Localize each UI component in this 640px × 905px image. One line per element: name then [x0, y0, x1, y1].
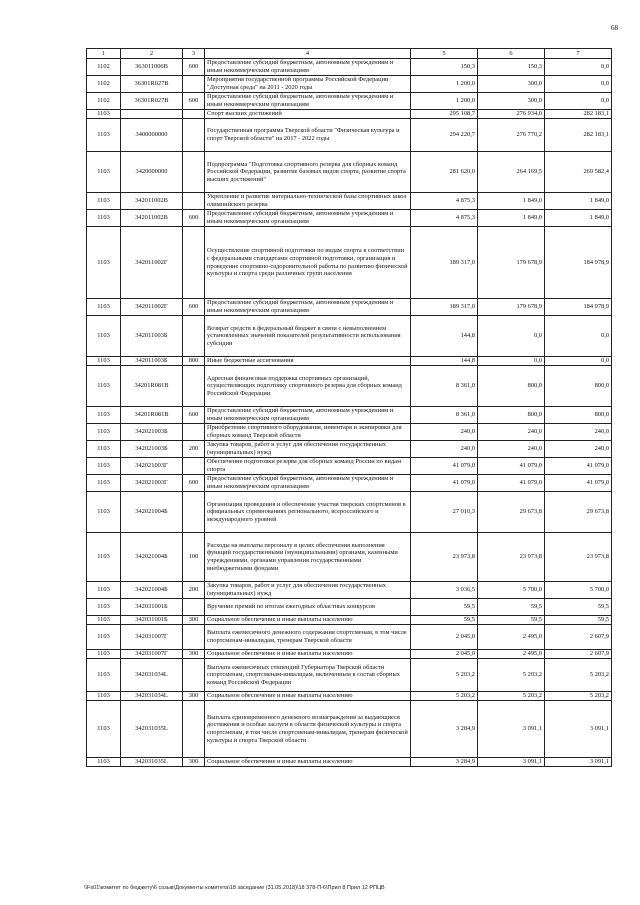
section-cell: 1103 — [87, 424, 121, 441]
amount-year3-cell: 29 673,8 — [545, 492, 612, 533]
section-cell: 1103 — [87, 599, 121, 616]
target-code-cell: 342011002Г — [121, 227, 183, 299]
amount-year2-cell: 179 678,9 — [478, 227, 545, 299]
target-code-cell: 342021004Б — [121, 582, 183, 599]
description-cell: Предоставление субсидий бюджетным, автономным учреждениям и иным некоммерческим организациям — [205, 210, 411, 227]
target-code-cell: 342011002Г — [121, 299, 183, 316]
expense-type-cell — [183, 625, 205, 650]
amount-year1-cell: 59,5 — [411, 616, 478, 625]
amount-year2-cell: 1 849,0 — [478, 210, 545, 227]
amount-year3-cell: 3 091,1 — [545, 758, 612, 767]
target-code-cell: 363011006B — [121, 59, 183, 76]
amount-year3-cell: 59,5 — [545, 599, 612, 616]
section-cell: 1103 — [87, 701, 121, 758]
expense-type-cell — [183, 424, 205, 441]
section-cell: 1103 — [87, 616, 121, 625]
amount-year1-cell: 150,3 — [411, 59, 478, 76]
amount-year2-cell: 0,0 — [478, 357, 545, 366]
amount-year2-cell: 150,3 — [478, 59, 545, 76]
expense-type-cell — [183, 316, 205, 357]
expense-type-cell: 300 — [183, 650, 205, 659]
table-row — [87, 119, 612, 152]
target-code-cell: 34201R081B — [121, 407, 183, 424]
table-row — [87, 357, 612, 366]
section-cell: 1103 — [87, 357, 121, 366]
target-code-cell: 3400000000 — [121, 119, 183, 152]
expense-type-cell: 600 — [183, 210, 205, 227]
column-header: 4 — [205, 49, 411, 59]
target-code-cell: 342011003Б — [121, 316, 183, 357]
amount-year2-cell: 23 973,8 — [478, 533, 545, 582]
section-cell: 1103 — [87, 758, 121, 767]
target-code-cell: 342021003Б — [121, 441, 183, 458]
expense-type-cell — [183, 110, 205, 119]
target-code-cell: 342031035L — [121, 701, 183, 758]
amount-year1-cell: 8 361,0 — [411, 366, 478, 407]
amount-year1-cell: 2 045,0 — [411, 625, 478, 650]
expense-type-cell — [183, 152, 205, 193]
target-code-cell: 36301R027B — [121, 93, 183, 110]
amount-year3-cell: 2 607,9 — [545, 625, 612, 650]
amount-year3-cell: 5 203,2 — [545, 659, 612, 692]
target-code-cell: 342021003Б — [121, 424, 183, 441]
table-row — [87, 59, 612, 76]
section-cell: 1103 — [87, 692, 121, 701]
expense-type-cell — [183, 701, 205, 758]
amount-year1-cell: 1 200,0 — [411, 76, 478, 93]
amount-year2-cell: 800,0 — [478, 366, 545, 407]
target-code-cell: 342011002B — [121, 193, 183, 210]
amount-year2-cell: 2 495,0 — [478, 625, 545, 650]
amount-year2-cell: 240,0 — [478, 424, 545, 441]
table-row — [87, 299, 612, 316]
amount-year3-cell: 282 183,1 — [545, 119, 612, 152]
table-row — [87, 616, 612, 625]
column-header: 5 — [411, 49, 478, 59]
table-row — [87, 475, 612, 492]
description-cell: Закупка товаров, работ и услуг для обеспечения государственных (муниципальных) нужд — [205, 441, 411, 458]
description-cell: Выплата единовременного денежного вознаграждения за выдающиеся достижения и особые заслуги в области физической культуры и спорта спортсменам, в том числе спортсменам-инвалидам, тренерам физической культуры и спорта Тверской области — [205, 701, 411, 758]
table-row — [87, 407, 612, 424]
amount-year2-cell: 5 203,2 — [478, 659, 545, 692]
amount-year3-cell: 0,0 — [545, 357, 612, 366]
budget-table — [86, 48, 612, 767]
section-cell: 1103 — [87, 152, 121, 193]
description-cell: Спорт высших достижений — [205, 110, 411, 119]
expense-type-cell: 300 — [183, 616, 205, 625]
expense-type-cell — [183, 492, 205, 533]
description-cell: Выплата ежемесячного денежного содержания спортсменам, в том числе спортсменам-инвалидам, тренерам Тверской области — [205, 625, 411, 650]
description-cell: Подпрограмма "Подготовка спортивного резерва для сборных команд Российской Федерации, развитие базовых видов спорта, развитие спорта высших достижений" — [205, 152, 411, 193]
column-header: 6 — [478, 49, 545, 59]
expense-type-cell — [183, 193, 205, 210]
section-cell: 1103 — [87, 659, 121, 692]
section-cell: 1103 — [87, 193, 121, 210]
amount-year2-cell: 41 079,0 — [478, 458, 545, 475]
expense-type-cell — [183, 659, 205, 692]
section-cell: 1103 — [87, 299, 121, 316]
amount-year1-cell: 23 973,8 — [411, 533, 478, 582]
target-code-cell: 342011002B — [121, 210, 183, 227]
table-row — [87, 701, 612, 758]
description-cell: Выплата ежемесячных стипендий Губернатора Тверской области спортсменам, спортсменам-инвалидам, включенным в состав сборных команд Российской Федерации — [205, 659, 411, 692]
section-cell: 1103 — [87, 316, 121, 357]
amount-year1-cell: 294 220,7 — [411, 119, 478, 152]
target-code-cell: 342031007Г — [121, 650, 183, 659]
description-cell: Мероприятия государственной программы Российской Федерации "Доступная среда" на 2011 - 2020 годы — [205, 76, 411, 93]
description-cell: Социальное обеспечение и иные выплаты населению — [205, 616, 411, 625]
section-cell: 1103 — [87, 110, 121, 119]
amount-year1-cell: 281 620,0 — [411, 152, 478, 193]
amount-year1-cell: 240,0 — [411, 424, 478, 441]
amount-year2-cell: 300,0 — [478, 76, 545, 93]
column-header: 2 — [121, 49, 183, 59]
target-code-cell: 34201R081B — [121, 366, 183, 407]
amount-year3-cell: 1 849,0 — [545, 193, 612, 210]
table-row — [87, 93, 612, 110]
expense-type-cell: 300 — [183, 692, 205, 701]
table-row — [87, 76, 612, 93]
section-cell: 1103 — [87, 210, 121, 227]
amount-year1-cell: 144,8 — [411, 357, 478, 366]
amount-year3-cell: 184 978,9 — [545, 227, 612, 299]
amount-year1-cell: 295 108,7 — [411, 110, 478, 119]
amount-year1-cell: 189 317,0 — [411, 227, 478, 299]
target-code-cell: 342031034L — [121, 692, 183, 701]
expense-type-cell: 600 — [183, 407, 205, 424]
amount-year2-cell: 264 169,5 — [478, 152, 545, 193]
column-header: 3 — [183, 49, 205, 59]
amount-year1-cell: 4 875,3 — [411, 193, 478, 210]
amount-year3-cell: 59,5 — [545, 616, 612, 625]
table-row — [87, 441, 612, 458]
amount-year3-cell: 184 978,9 — [545, 299, 612, 316]
expense-type-cell: 200 — [183, 582, 205, 599]
target-code-cell: 342031001Б — [121, 616, 183, 625]
amount-year2-cell: 0,0 — [478, 316, 545, 357]
target-code-cell: 342011003Б — [121, 357, 183, 366]
amount-year2-cell: 3 091,1 — [478, 758, 545, 767]
expense-type-cell: 600 — [183, 299, 205, 316]
section-cell: 1103 — [87, 366, 121, 407]
target-code-cell: 342031035L — [121, 758, 183, 767]
amount-year2-cell: 29 673,8 — [478, 492, 545, 533]
amount-year1-cell: 27 010,3 — [411, 492, 478, 533]
table-row — [87, 193, 612, 210]
amount-year3-cell: 0,0 — [545, 59, 612, 76]
target-code-cell: 3420000000 — [121, 152, 183, 193]
expense-type-cell — [183, 599, 205, 616]
amount-year3-cell: 5 700,0 — [545, 582, 612, 599]
amount-year3-cell: 2 607,9 — [545, 650, 612, 659]
expense-type-cell — [183, 227, 205, 299]
section-cell: 1103 — [87, 407, 121, 424]
table-header-row — [87, 49, 612, 59]
section-cell: 1103 — [87, 119, 121, 152]
amount-year3-cell: 23 973,8 — [545, 533, 612, 582]
file-path-footer: \\Fs01\комитет по бюджету\6 созыв\Документы комитета\18 заседание (31.05.2018)\18 378-П-6\Прил 8 Прил 12 РПЦВ — [84, 885, 385, 891]
amount-year1-cell: 3 036,5 — [411, 582, 478, 599]
table-row — [87, 492, 612, 533]
expense-type-cell — [183, 366, 205, 407]
amount-year1-cell: 240,0 — [411, 441, 478, 458]
description-cell: Предоставление субсидий бюджетным, автономным учреждениям и иным некоммерческим организациям — [205, 93, 411, 110]
amount-year1-cell: 41 079,0 — [411, 475, 478, 492]
amount-year1-cell: 144,8 — [411, 316, 478, 357]
table-row — [87, 599, 612, 616]
section-cell: 1103 — [87, 625, 121, 650]
table-row — [87, 458, 612, 475]
description-cell: Предоставление субсидий бюджетным, автономным учреждениям и иным некоммерческим организациям — [205, 299, 411, 316]
column-header: 1 — [87, 49, 121, 59]
amount-year2-cell: 800,0 — [478, 407, 545, 424]
amount-year1-cell: 3 284,9 — [411, 758, 478, 767]
section-cell: 1102 — [87, 76, 121, 93]
description-cell: Иные бюджетные ассигнования — [205, 357, 411, 366]
amount-year2-cell: 3 091,1 — [478, 701, 545, 758]
amount-year3-cell: 0,0 — [545, 93, 612, 110]
section-cell: 1102 — [87, 59, 121, 76]
expense-type-cell — [183, 119, 205, 152]
target-code-cell: 342021003Г — [121, 475, 183, 492]
amount-year3-cell: 0,0 — [545, 316, 612, 357]
amount-year1-cell: 3 284,9 — [411, 701, 478, 758]
amount-year1-cell: 59,5 — [411, 599, 478, 616]
table-row — [87, 692, 612, 701]
target-code-cell: 342021004Б — [121, 533, 183, 582]
description-cell: Предоставление субсидий бюджетным, автономным учреждениям и иным некоммерческим организациям — [205, 475, 411, 492]
column-header: 7 — [545, 49, 612, 59]
section-cell: 1103 — [87, 227, 121, 299]
section-cell: 1103 — [87, 458, 121, 475]
description-cell: Осуществление спортивной подготовки по видам спорта в соответствии с федеральными стандартами спортивной подготовки, организация и проведение спортивно-оздоровительной работы по развитию физической культуры и спорта среди различных групп населения — [205, 227, 411, 299]
table-row — [87, 366, 612, 407]
amount-year3-cell: 0,0 — [545, 76, 612, 93]
description-cell: Социальное обеспечение и иные выплаты населению — [205, 650, 411, 659]
amount-year3-cell: 282 183,1 — [545, 110, 612, 119]
amount-year2-cell: 5 203,2 — [478, 692, 545, 701]
table-row — [87, 582, 612, 599]
amount-year3-cell: 5 203,2 — [545, 692, 612, 701]
amount-year3-cell: 269 582,4 — [545, 152, 612, 193]
amount-year1-cell: 8 361,0 — [411, 407, 478, 424]
amount-year2-cell: 59,5 — [478, 616, 545, 625]
amount-year2-cell: 41 079,0 — [478, 475, 545, 492]
table-row — [87, 659, 612, 692]
description-cell: Организация проведения и обеспечение участия тверских спортсменов в официальных соревнованиях регионального, всероссийского и международного уровней — [205, 492, 411, 533]
target-code-cell: 342031007Г — [121, 625, 183, 650]
amount-year2-cell: 59,5 — [478, 599, 545, 616]
description-cell: Предоставление субсидий бюджетным, автономным учреждениям и иным некоммерческим организациям — [205, 59, 411, 76]
section-cell: 1103 — [87, 582, 121, 599]
amount-year3-cell: 3 091,1 — [545, 701, 612, 758]
target-code-cell: 342021004Б — [121, 492, 183, 533]
expense-type-cell: 200 — [183, 441, 205, 458]
expense-type-cell — [183, 458, 205, 475]
amount-year3-cell: 800,0 — [545, 407, 612, 424]
amount-year3-cell: 240,0 — [545, 424, 612, 441]
expense-type-cell: 600 — [183, 93, 205, 110]
expense-type-cell: 100 — [183, 533, 205, 582]
table-row — [87, 424, 612, 441]
amount-year1-cell: 189 317,0 — [411, 299, 478, 316]
expense-type-cell: 300 — [183, 758, 205, 767]
amount-year2-cell: 276 770,2 — [478, 119, 545, 152]
amount-year2-cell: 240,0 — [478, 441, 545, 458]
description-cell: Приобретение спортивного оборудования, инвентаря и экипировки для сборных команд Тверской области — [205, 424, 411, 441]
table-row — [87, 110, 612, 119]
table-row — [87, 210, 612, 227]
table-row — [87, 152, 612, 193]
amount-year1-cell: 5 203,2 — [411, 692, 478, 701]
description-cell: Расходы на выплаты персоналу в целях обеспечения выполнения функций государственными (муниципальными) органами, казенными учреждениями, органами управления государственными внебюджетными фондами — [205, 533, 411, 582]
description-cell: Социальное обеспечение и иные выплаты населению — [205, 692, 411, 701]
description-cell: Укрепление и развитие материально-технической базы спортивных школ олимпийского резерва — [205, 193, 411, 210]
description-cell: Предоставление субсидий бюджетным, автономным учреждениям и иным некоммерческим организациям — [205, 407, 411, 424]
section-cell: 1103 — [87, 441, 121, 458]
page-number: 68 — [611, 24, 618, 32]
amount-year2-cell: 1 849,0 — [478, 193, 545, 210]
target-code-cell: 36301R027B — [121, 76, 183, 93]
expense-type-cell: 800 — [183, 357, 205, 366]
description-cell: Государственная программа Тверской области "Физическая культура и спорт Тверской области" на 2017 - 2022 годы — [205, 119, 411, 152]
target-code-cell: 342031001Б — [121, 599, 183, 616]
expense-type-cell — [183, 76, 205, 93]
description-cell: Вручение премий по итогам ежегодных областных конкурсов — [205, 599, 411, 616]
amount-year1-cell: 4 875,3 — [411, 210, 478, 227]
amount-year3-cell: 1 849,0 — [545, 210, 612, 227]
amount-year1-cell: 1 200,0 — [411, 93, 478, 110]
table-row — [87, 533, 612, 582]
section-cell: 1103 — [87, 533, 121, 582]
amount-year2-cell: 2 495,0 — [478, 650, 545, 659]
amount-year1-cell: 41 079,0 — [411, 458, 478, 475]
amount-year2-cell: 276 934,0 — [478, 110, 545, 119]
table-row — [87, 650, 612, 659]
target-code-cell: 342021003Г — [121, 458, 183, 475]
table-row — [87, 316, 612, 357]
table-row — [87, 758, 612, 767]
section-cell: 1102 — [87, 93, 121, 110]
amount-year1-cell: 2 045,0 — [411, 650, 478, 659]
amount-year3-cell: 41 079,0 — [545, 458, 612, 475]
description-cell: Социальное обеспечение и иные выплаты населению — [205, 758, 411, 767]
amount-year3-cell: 800,0 — [545, 366, 612, 407]
description-cell: Адресная финансовая поддержка спортивных организаций, осуществляющих подготовку спортивного резерва для сборных команд Российской Федерации — [205, 366, 411, 407]
description-cell: Закупка товаров, работ и услуг для обеспечения государственных (муниципальных) нужд — [205, 582, 411, 599]
amount-year2-cell: 300,0 — [478, 93, 545, 110]
description-cell: Обеспечение подготовки резерва для сборных команд России по видам спорта — [205, 458, 411, 475]
target-code-cell: 342031034L — [121, 659, 183, 692]
amount-year3-cell: 240,0 — [545, 441, 612, 458]
table-row — [87, 227, 612, 299]
amount-year2-cell: 179 678,9 — [478, 299, 545, 316]
description-cell: Возврат средств в федеральный бюджет в связи с невыполнением установленных значений показателей результативности использования субсидии — [205, 316, 411, 357]
amount-year2-cell: 5 700,0 — [478, 582, 545, 599]
section-cell: 1103 — [87, 492, 121, 533]
amount-year1-cell: 5 203,2 — [411, 659, 478, 692]
amount-year3-cell: 41 079,0 — [545, 475, 612, 492]
expense-type-cell: 600 — [183, 475, 205, 492]
section-cell: 1103 — [87, 475, 121, 492]
section-cell: 1103 — [87, 650, 121, 659]
target-code-cell — [121, 110, 183, 119]
table-row — [87, 625, 612, 650]
expense-type-cell: 600 — [183, 59, 205, 76]
